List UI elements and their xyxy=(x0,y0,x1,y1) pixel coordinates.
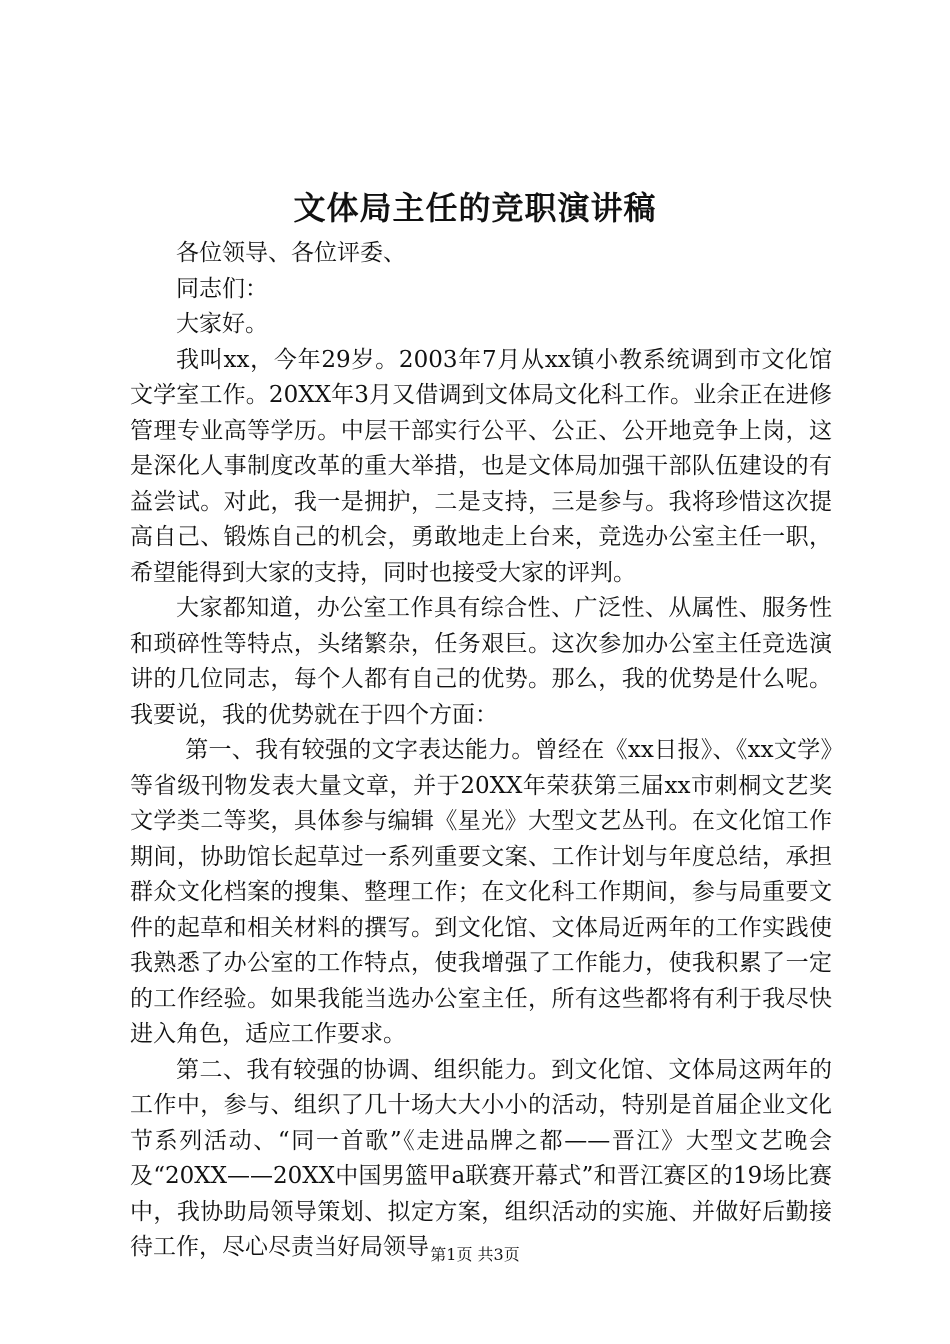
document-title: 文体局主任的竞职演讲稿 xyxy=(293,189,657,227)
salutation-line-2: 同志们： xyxy=(176,275,268,302)
body-paragraph-second-advantage: 第二、我有较强的协调、组织能力。到文化馆、文体局这两年的工作中，参与、组织了几十场大大小小的活动，特别是首届企业文化节系列活动、“同一首歌”《走进品牌之都——晋江》大型文艺晚会及“20XX——20XX中国男篮甲a联赛开幕式”和晋江赛区的19场比赛中，我协助局领导策划、拟定方案，组织活动的实施、并做好后勤接待工作，尽心尽责当好局领导 xyxy=(130,1056,832,1260)
body-paragraph-first-advantage: 第一、我有较强的文字表达能力。曾经在《xx日报》、《xx文学》等省级刊物发表大量文章，并于20XX年荣获第三届xx市刺桐文艺奖文学类二等奖，具体参与编辑《星光》大型文艺丛刊。在文化馆工作期间，协助馆长起草过一系列重要文案、工作计划与年度总结，承担群众文化档案的搜集、整理工作；在文化科工作期间，参与局重要文件的起草和相关材料的撰写。到文化馆、文体局近两年的工作实践使我熟悉了办公室的工作特点，使我增强了工作能力，使我积累了一定的工作经验。如果我能当选办公室主任，所有这些都将有利于我尽快进入角色，适应工作要求。 xyxy=(130,737,832,1047)
greeting-line: 大家好。 xyxy=(176,311,268,337)
body-paragraph-intro: 我叫xx，今年29岁。2003年7月从xx镇小教系统调到市文化馆文学室工作。20XX年3月又借调到文体局文化科工作。业余正在进修管理专业高等学历。中层干部实行公平、公正、公开地竞争上岗，这是深化人事制度改革的重大举措，也是文体局加强干部队伍建设的有益尝试。对此，我一是拥护，二是支持，三是参与。我将珍惜这次提高自己、锻炼自己的机会，勇敢地走上台来，竞选办公室主任一职，希望能得到大家的支持，同时也接受大家的评判。 xyxy=(130,346,832,586)
salutation-line-1: 各位领导、各位评委、 xyxy=(176,240,406,266)
body-paragraph-office-features: 大家都知道，办公室工作具有综合性、广泛性、从属性、服务性和琐碎性等特点，头绪繁杂，任务艰巨。这次参加办公室主任竞选演讲的几位同志，每个人都有自己的优势。那么，我的优势是什么呢。我要说，我的优势就在于四个方面： xyxy=(130,595,832,728)
document-body xyxy=(130,236,832,1266)
page-footer: 第1页 共3页 xyxy=(430,1245,520,1264)
